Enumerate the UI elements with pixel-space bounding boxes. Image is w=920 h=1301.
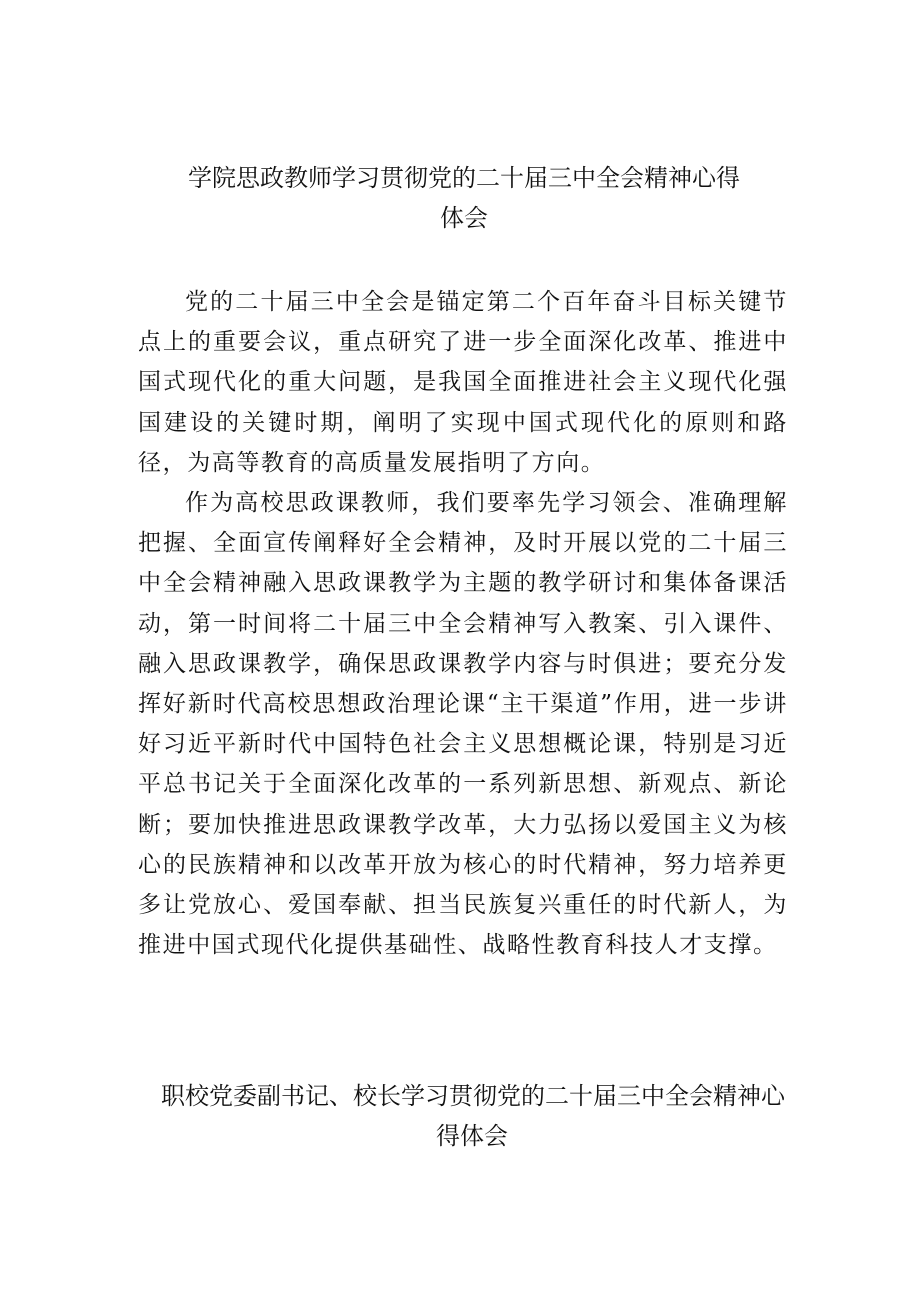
article-title-2: [0, 1076, 920, 1156]
body-paragraph-1: 党的二十届三中全会是锚定第二个百年奋斗目标关键节点上的重要会议，重点研究了进一步全面深化改革、推进中国式现代化的重大问题，是我国全面推进社会主义现代化强国建设的关键时期，阐明了实现中国式现代化的原则和路径，为高等教育的高质量发展指明了方向。: [138, 289, 788, 476]
body-paragraph-2: 作为高校思政课教师，我们要率先学习领会、准确理解把握、全面宣传阐释好全会精神，及时开展以党的二十届三中全会精神融入思政课教学为主题的教学研讨和集体备课活动，第一时间将二十届三中全会精神写入教案、引入课件、融入思政课教学，确保思政课教学内容与时俱进；要充分发挥好新时代高校思想政治理论课“主干渠道”作用，进一步讲好习近平新时代中国特色社会主义思想概论课，特别是习近平总书记关于全面深化改革的一系列新思想、新观点、新论断；要加快推进思政课教学改革，大力弘扬以爱国主义为核心的民族精神和以改革开放为核心的时代精神，努力培养更多让党放心、爱国奉献、担当民族复兴重任的时代新人，为推进中国式现代化提供基础性、战略性教育科技人才支撑。: [138, 490, 788, 959]
article-body-1: [138, 282, 788, 965]
article-title-2-line1: 职校党委副书记、校长学习贯彻党的二十届三中全会精神心: [161, 1082, 785, 1110]
article-title-1: [0, 158, 920, 238]
article-title-2-line2: 得体会: [436, 1122, 508, 1150]
article-title-1-line1: 学院思政教师学习贯彻党的二十届三中全会精神心得: [188, 164, 740, 192]
article-title-1-line2: 体会: [440, 204, 488, 232]
